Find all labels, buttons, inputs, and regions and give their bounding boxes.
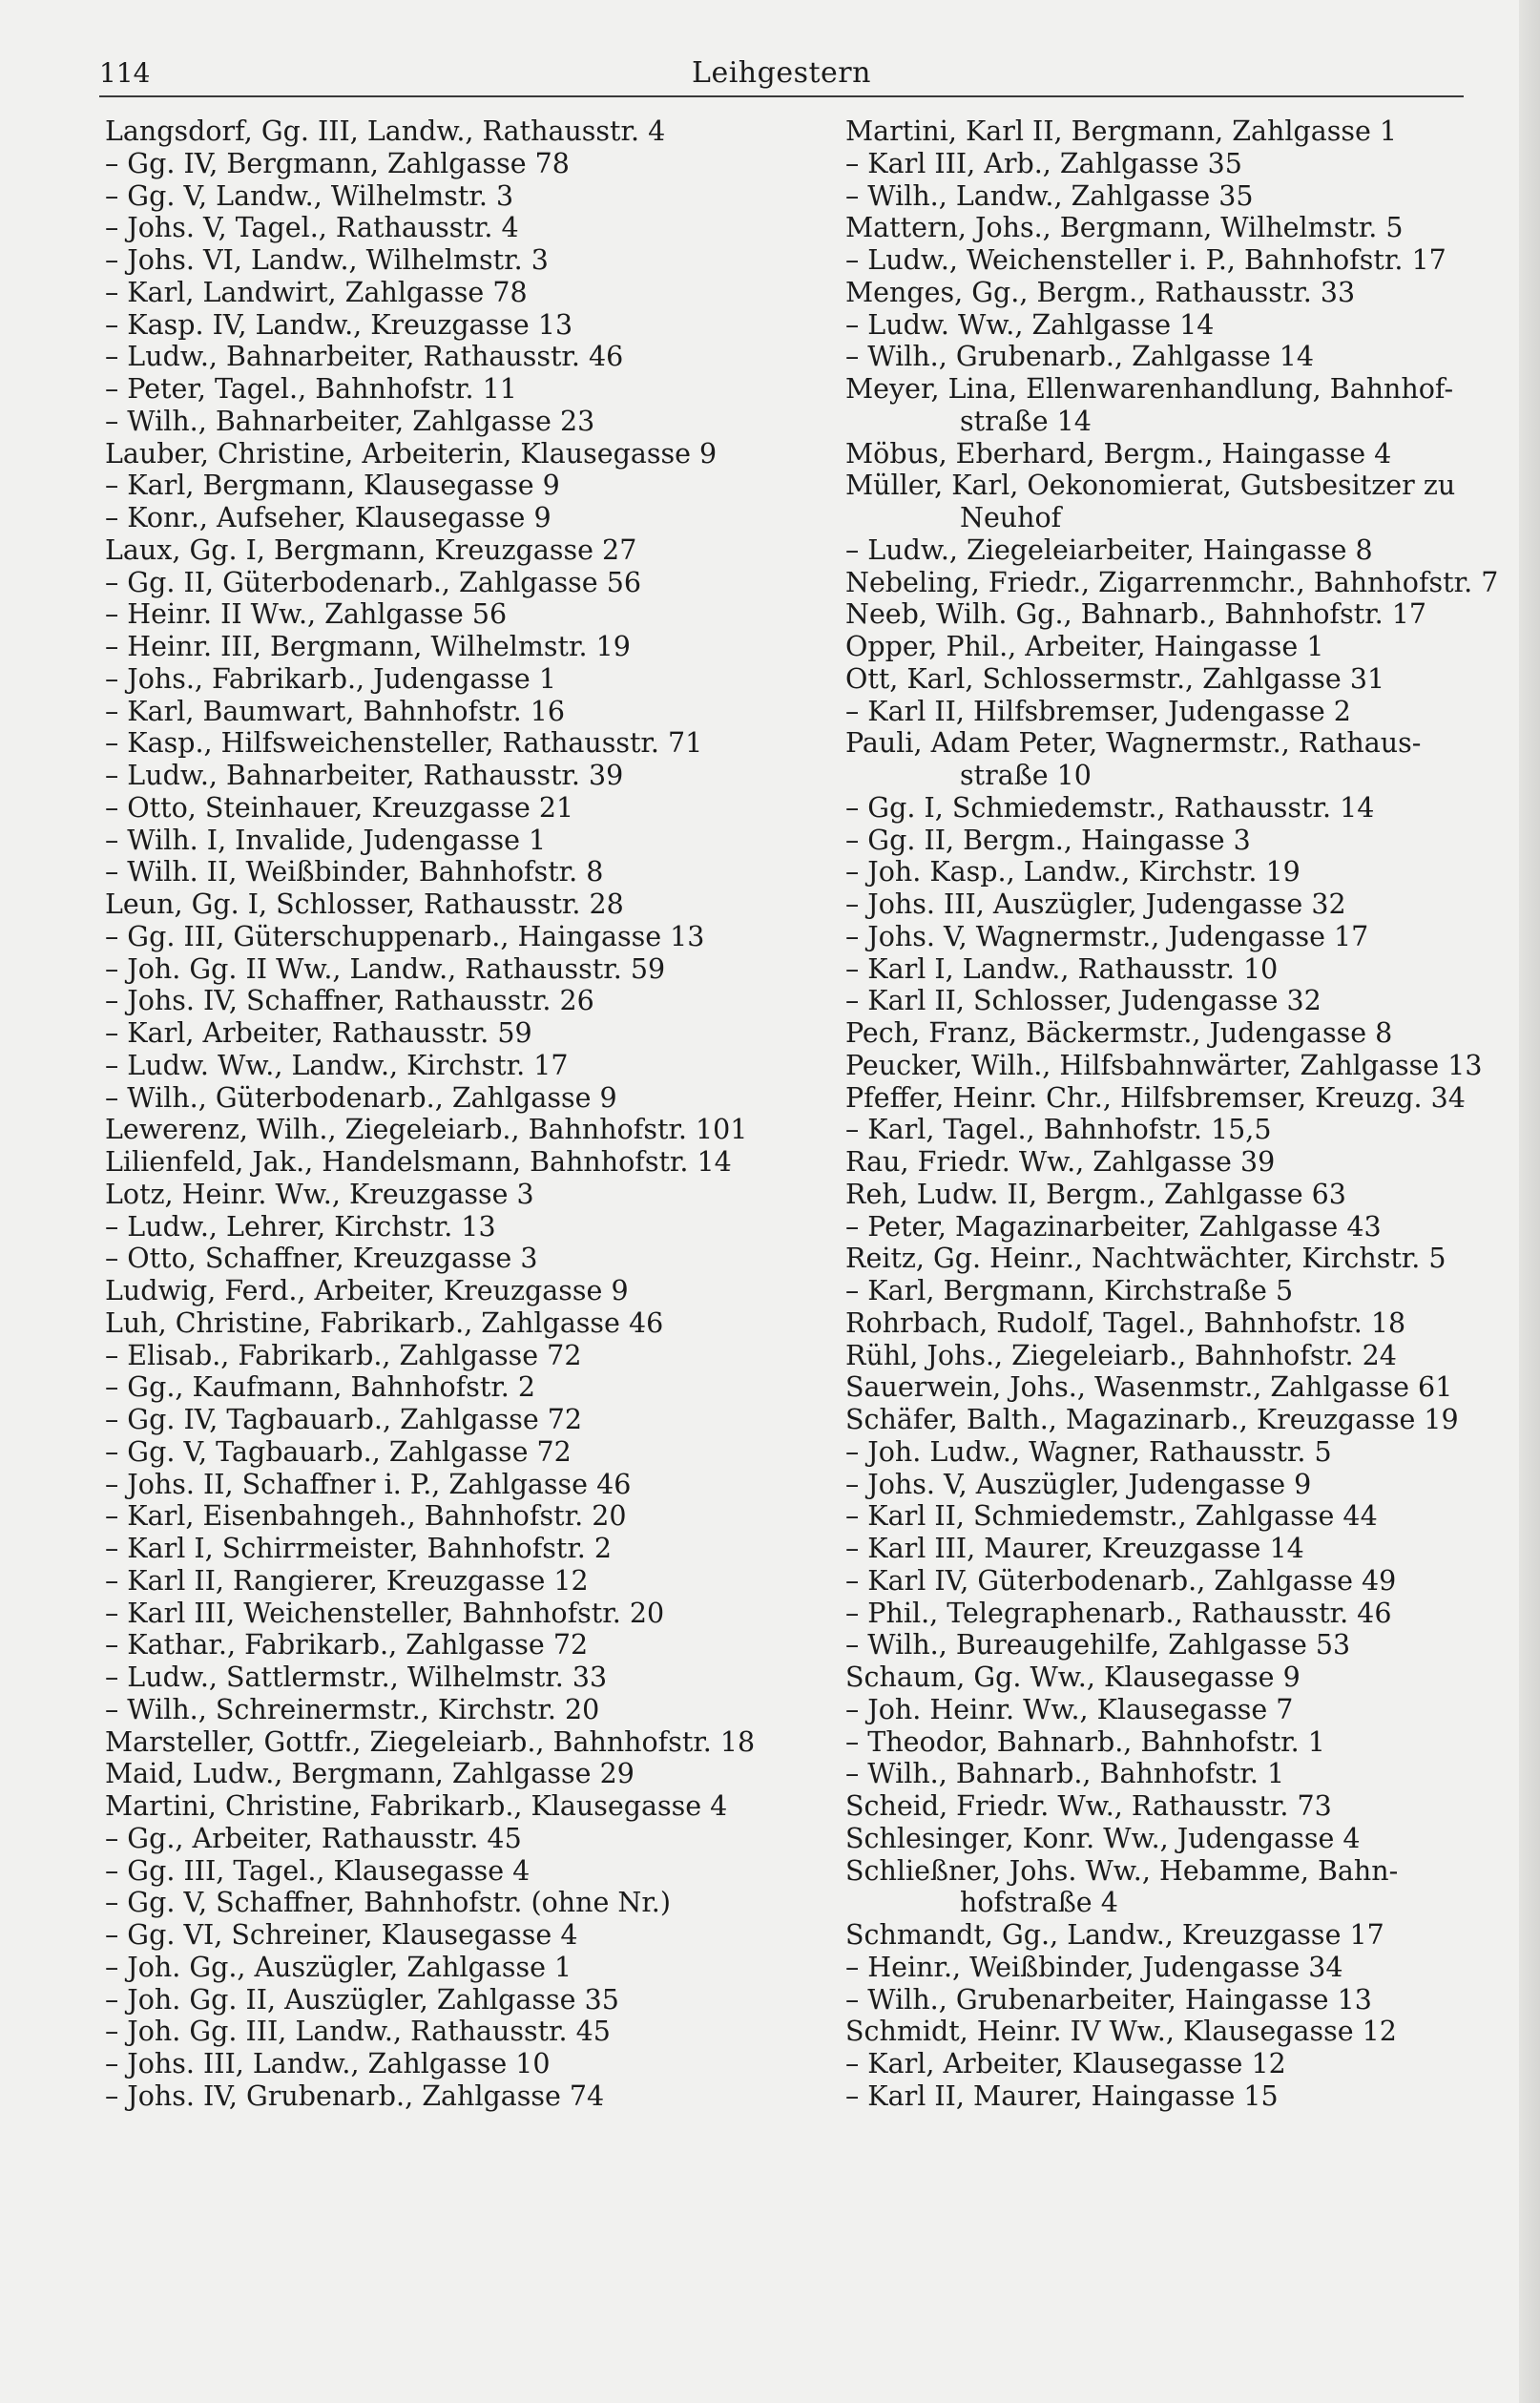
directory-entry: – Joh. Gg. II, Auszügler, Zahlgasse 35 [105,1983,619,2016]
directory-entry: – Joh. Gg., Auszügler, Zahlgasse 1 [105,1951,572,1983]
directory-entry: – Joh. Ludw., Wagner, Rathausstr. 5 [845,1435,1332,1468]
directory-entry: Rohrbach, Rudolf, Tagel., Bahnhofstr. 18 [845,1306,1406,1339]
directory-entry: Neuhof [960,502,1062,533]
directory-entry: Lilienfeld, Jak., Handelsmann, Bahnhofstr. 14 [105,1146,732,1178]
directory-entry: hofstraße 4 [960,1887,1118,1919]
directory-entry: – Gg. V, Landw., Wilhelmstr. 3 [105,179,514,212]
directory-entry: Sauerwein, Johs., Wasenmstr., Zahlgasse 61 [845,1371,1453,1404]
directory-entry: – Johs. III, Landw., Zahlgasse 10 [105,2048,551,2079]
directory-entry: – Wilh., Güterbodenarb., Zahlgasse 9 [105,1081,617,1114]
directory-entry: – Wilh., Bahnarbeiter, Zahlgasse 23 [105,405,595,437]
directory-entry: – Gg. II, Bergm., Haingasse 3 [845,824,1251,856]
right-column [845,115,1513,2113]
directory-entry: Mattern, Johs., Bergmann, Wilhelmstr. 5 [845,212,1404,244]
directory-entry: – Karl, Eisenbahngeh., Bahnhofstr. 20 [105,1500,627,1533]
directory-entry: – Wilh., Schreinermstr., Kirchstr. 20 [105,1693,600,1725]
directory-entry: – Gg. IV, Bergmann, Zahlgasse 78 [105,147,570,179]
directory-entry: Peucker, Wilh., Hilfsbahnwärter, Zahlgasse 13 [845,1049,1483,1081]
left-column [105,115,811,2113]
directory-entry: Rühl, Johs., Ziegeleiarb., Bahnhofstr. 24 [845,1339,1397,1371]
directory-entry: – Gg. III, Güterschuppenarb., Haingasse 13 [105,920,705,952]
directory-entry: – Ludw., Lehrer, Kirchstr. 13 [105,1210,496,1243]
directory-entry: – Johs. VI, Landw., Wilhelmstr. 3 [105,244,549,276]
directory-entry: Lewerenz, Wilh., Ziegeleiarb., Bahnhofstr. 101 [105,1114,748,1146]
directory-entry: Reh, Ludw. II, Bergm., Zahlgasse 63 [845,1178,1346,1210]
directory-entry: – Otto, Steinhauer, Kreuzgasse 21 [105,791,574,824]
directory-entry: – Wilh. II, Weißbinder, Bahnhofstr. 8 [105,856,604,888]
directory-entry: – Otto, Schaffner, Kreuzgasse 3 [105,1243,538,1275]
directory-entry: – Karl II, Hilfsbremser, Judengasse 2 [845,695,1351,727]
directory-entry: – Gg. IV, Tagbauarb., Zahlgasse 72 [105,1404,583,1435]
directory-entry: Laux, Gg. I, Bergmann, Kreuzgasse 27 [105,533,637,566]
directory-entry: – Wilh., Grubenarb., Zahlgasse 14 [845,341,1315,373]
directory-entry: – Karl III, Maurer, Kreuzgasse 14 [845,1533,1304,1564]
directory-entry: – Ludw. Ww., Landw., Kirchstr. 17 [105,1049,569,1081]
directory-entry: Schließner, Johs. Ww., Hebamme, Bahn- [845,1854,1399,1887]
directory-entry: – Karl, Bergmann, Klausegasse 9 [105,470,560,502]
directory-entry: – Karl, Baumwart, Bahnhofstr. 16 [105,695,566,727]
page-header [99,52,1464,94]
directory-entry: – Ludw., Weichensteller i. P., Bahnhofstr. 17 [845,244,1446,276]
header-rule [99,95,1464,97]
directory-entry: – Joh. Kasp., Landw., Kirchstr. 19 [845,856,1301,888]
directory-entry: Leun, Gg. I, Schlosser, Rathausstr. 28 [105,888,624,920]
directory-entry: Schmandt, Gg., Landw., Kreuzgasse 17 [845,1919,1384,1951]
directory-entry: Menges, Gg., Bergm., Rathausstr. 33 [845,276,1356,308]
directory-entry: – Karl, Tagel., Bahnhofstr. 15,5 [845,1114,1272,1146]
directory-entry: – Gg. II, Güterbodenarb., Zahlgasse 56 [105,566,641,598]
directory-entry: – Karl I, Schirrmeister, Bahnhofstr. 2 [105,1533,613,1564]
directory-entry: – Karl III, Arb., Zahlgasse 35 [845,147,1242,179]
directory-entry: Scheid, Friedr. Ww., Rathausstr. 73 [845,1790,1332,1822]
directory-entry: – Heinr. II Ww., Zahlgasse 56 [105,598,508,631]
directory-entry: Maid, Ludw., Bergmann, Zahlgasse 29 [105,1758,635,1790]
directory-entry: – Konr., Aufseher, Klausegasse 9 [105,502,551,533]
directory-entry: – Ludw., Ziegeleiarbeiter, Haingasse 8 [845,533,1373,566]
directory-entry: – Theodor, Bahnarb., Bahnhofstr. 1 [845,1725,1325,1758]
directory-entry: – Gg. VI, Schreiner, Klausegasse 4 [105,1919,578,1951]
directory-entry: – Johs., Fabrikarb., Judengasse 1 [105,662,556,695]
directory-entry: – Joh. Gg. II Ww., Landw., Rathausstr. 59 [105,952,666,985]
directory-entry: – Johs. V, Tagel., Rathausstr. 4 [105,212,519,244]
directory-entry: – Karl III, Weichensteller, Bahnhofstr. 20 [105,1597,665,1629]
directory-entry: Martini, Karl II, Bergmann, Zahlgasse 1 [845,115,1398,147]
directory-entry: – Johs. II, Schaffner i. P., Zahlgasse 46 [105,1468,632,1500]
directory-entry: Pauli, Adam Peter, Wagnermstr., Rathaus- [845,727,1422,760]
directory-entry: Langsdorf, Gg. III, Landw., Rathausstr. 4 [105,115,666,147]
directory-entry: Marsteller, Gottfr., Ziegeleiarb., Bahnhofstr. 18 [105,1725,756,1758]
directory-entry: Martini, Christine, Fabrikarb., Klausegasse 4 [105,1790,728,1822]
directory-entry: Neeb, Wilh. Gg., Bahnarb., Bahnhofstr. 17 [845,598,1427,631]
page-number: 114 [99,57,151,89]
directory-entry: – Johs. IV, Grubenarb., Zahlgasse 74 [105,2079,605,2112]
directory-entry: Möbus, Eberhard, Bergm., Haingasse 4 [845,437,1392,470]
directory-entry: – Gg. V, Tagbauarb., Zahlgasse 72 [105,1435,572,1468]
directory-entry: – Ludw., Sattlermstr., Wilhelmstr. 33 [105,1661,608,1693]
directory-entry: – Elisab., Fabrikarb., Zahlgasse 72 [105,1339,582,1371]
directory-entry: – Gg., Arbeiter, Rathausstr. 45 [105,1822,522,1854]
directory-entry: – Johs. V, Wagnermstr., Judengasse 17 [845,920,1369,952]
directory-entry: – Karl, Bergmann, Kirchstraße 5 [845,1275,1294,1306]
directory-entry: Lauber, Christine, Arbeiterin, Klausegasse 9 [105,437,718,470]
directory-entry: Rau, Friedr. Ww., Zahlgasse 39 [845,1146,1276,1178]
directory-entry: Ott, Karl, Schlossermstr., Zahlgasse 31 [845,662,1385,695]
directory-entry: – Wilh., Bureaugehilfe, Zahlgasse 53 [845,1629,1351,1661]
directory-entry: – Gg. I, Schmiedemstr., Rathausstr. 14 [845,791,1375,824]
directory-entry: – Gg. V, Schaffner, Bahnhofstr. (ohne Nr.) [105,1887,671,1919]
directory-entry: – Gg. III, Tagel., Klausegasse 4 [105,1854,531,1887]
directory-entry: Nebeling, Friedr., Zigarrenmchr., Bahnhofstr. 7 [845,566,1499,598]
directory-entry: – Johs. V, Auszügler, Judengasse 9 [845,1468,1312,1500]
directory-entry: – Peter, Magazinarbeiter, Zahlgasse 43 [845,1210,1382,1243]
directory-entry: – Karl II, Schmiedemstr., Zahlgasse 44 [845,1500,1378,1533]
directory-entry: – Heinr. III, Bergmann, Wilhelmstr. 19 [105,631,631,662]
directory-entry: – Karl II, Schlosser, Judengasse 32 [845,985,1321,1017]
directory-entry: straße 14 [960,405,1092,437]
directory-entry: Schaum, Gg. Ww., Klausegasse 9 [845,1661,1301,1693]
directory-entry: – Kasp., Hilfsweichensteller, Rathausstr. 71 [105,727,703,760]
directory-entry: – Karl II, Maurer, Haingasse 15 [845,2079,1279,2112]
running-title: Leihgestern [692,56,871,90]
directory-entry: – Ludw., Bahnarbeiter, Rathausstr. 46 [105,341,624,373]
adjacent-page-edge [1519,0,1540,2403]
directory-entry: – Karl II, Rangierer, Kreuzgasse 12 [105,1564,589,1597]
directory-entry: – Heinr., Weißbinder, Judengasse 34 [845,1951,1343,1983]
directory-entry: straße 10 [960,760,1092,791]
directory-entry: – Ludw. Ww., Zahlgasse 14 [845,308,1215,341]
directory-entry: Schäfer, Balth., Magazinarb., Kreuzgasse 19 [845,1404,1459,1435]
directory-entry: – Phil., Telegraphenarb., Rathausstr. 46 [845,1597,1392,1629]
directory-entry: – Peter, Tagel., Bahnhofstr. 11 [105,373,517,405]
directory-entry: – Joh. Gg. III, Landw., Rathausstr. 45 [105,2016,611,2048]
directory-entry: Pfeffer, Heinr. Chr., Hilfsbremser, Kreuzg. 34 [845,1081,1466,1114]
directory-entry: Müller, Karl, Oekonomierat, Gutsbesitzer zu [845,470,1456,502]
directory-entry: – Ludw., Bahnarbeiter, Rathausstr. 39 [105,760,624,791]
directory-entry: – Kasp. IV, Landw., Kreuzgasse 13 [105,308,573,341]
directory-entry: – Wilh., Grubenarbeiter, Haingasse 13 [845,1983,1372,2016]
directory-entry: Opper, Phil., Arbeiter, Haingasse 1 [845,631,1324,662]
directory-entry: – Johs. IV, Schaffner, Rathausstr. 26 [105,985,594,1017]
directory-entry: – Karl IV, Güterbodenarb., Zahlgasse 49 [845,1564,1397,1597]
directory-entry: – Karl I, Landw., Rathausstr. 10 [845,952,1279,985]
directory-entry: Schmidt, Heinr. IV Ww., Klausegasse 12 [845,2016,1397,2048]
directory-entry: – Karl, Landwirt, Zahlgasse 78 [105,276,528,308]
directory-entry: – Joh. Heinr. Ww., Klausegasse 7 [845,1693,1294,1725]
directory-entry: – Johs. III, Auszügler, Judengasse 32 [845,888,1346,920]
directory-entry: – Gg., Kaufmann, Bahnhofstr. 2 [105,1371,536,1404]
directory-entry: – Wilh. I, Invalide, Judengasse 1 [105,824,547,856]
directory-entry: Meyer, Lina, Ellenwarenhandlung, Bahnhof- [845,373,1454,405]
directory-entry: Ludwig, Ferd., Arbeiter, Kreuzgasse 9 [105,1275,629,1306]
directory-entry: Lotz, Heinr. Ww., Kreuzgasse 3 [105,1178,534,1210]
directory-entry: Pech, Franz, Bäckermstr., Judengasse 8 [845,1017,1393,1049]
directory-entry: Luh, Christine, Fabrikarb., Zahlgasse 46 [105,1306,664,1339]
directory-entry: – Wilh., Bahnarb., Bahnhofstr. 1 [845,1758,1285,1790]
directory-entry: – Wilh., Landw., Zahlgasse 35 [845,179,1254,212]
directory-entry: Schlesinger, Konr. Ww., Judengasse 4 [845,1822,1361,1854]
directory-entry: – Karl, Arbeiter, Rathausstr. 59 [105,1017,532,1049]
directory-entry: – Kathar., Fabrikarb., Zahlgasse 72 [105,1629,589,1661]
directory-entry: Reitz, Gg. Heinr., Nachtwächter, Kirchstr. 5 [845,1243,1446,1275]
directory-entry: – Karl, Arbeiter, Klausegasse 12 [845,2048,1286,2079]
